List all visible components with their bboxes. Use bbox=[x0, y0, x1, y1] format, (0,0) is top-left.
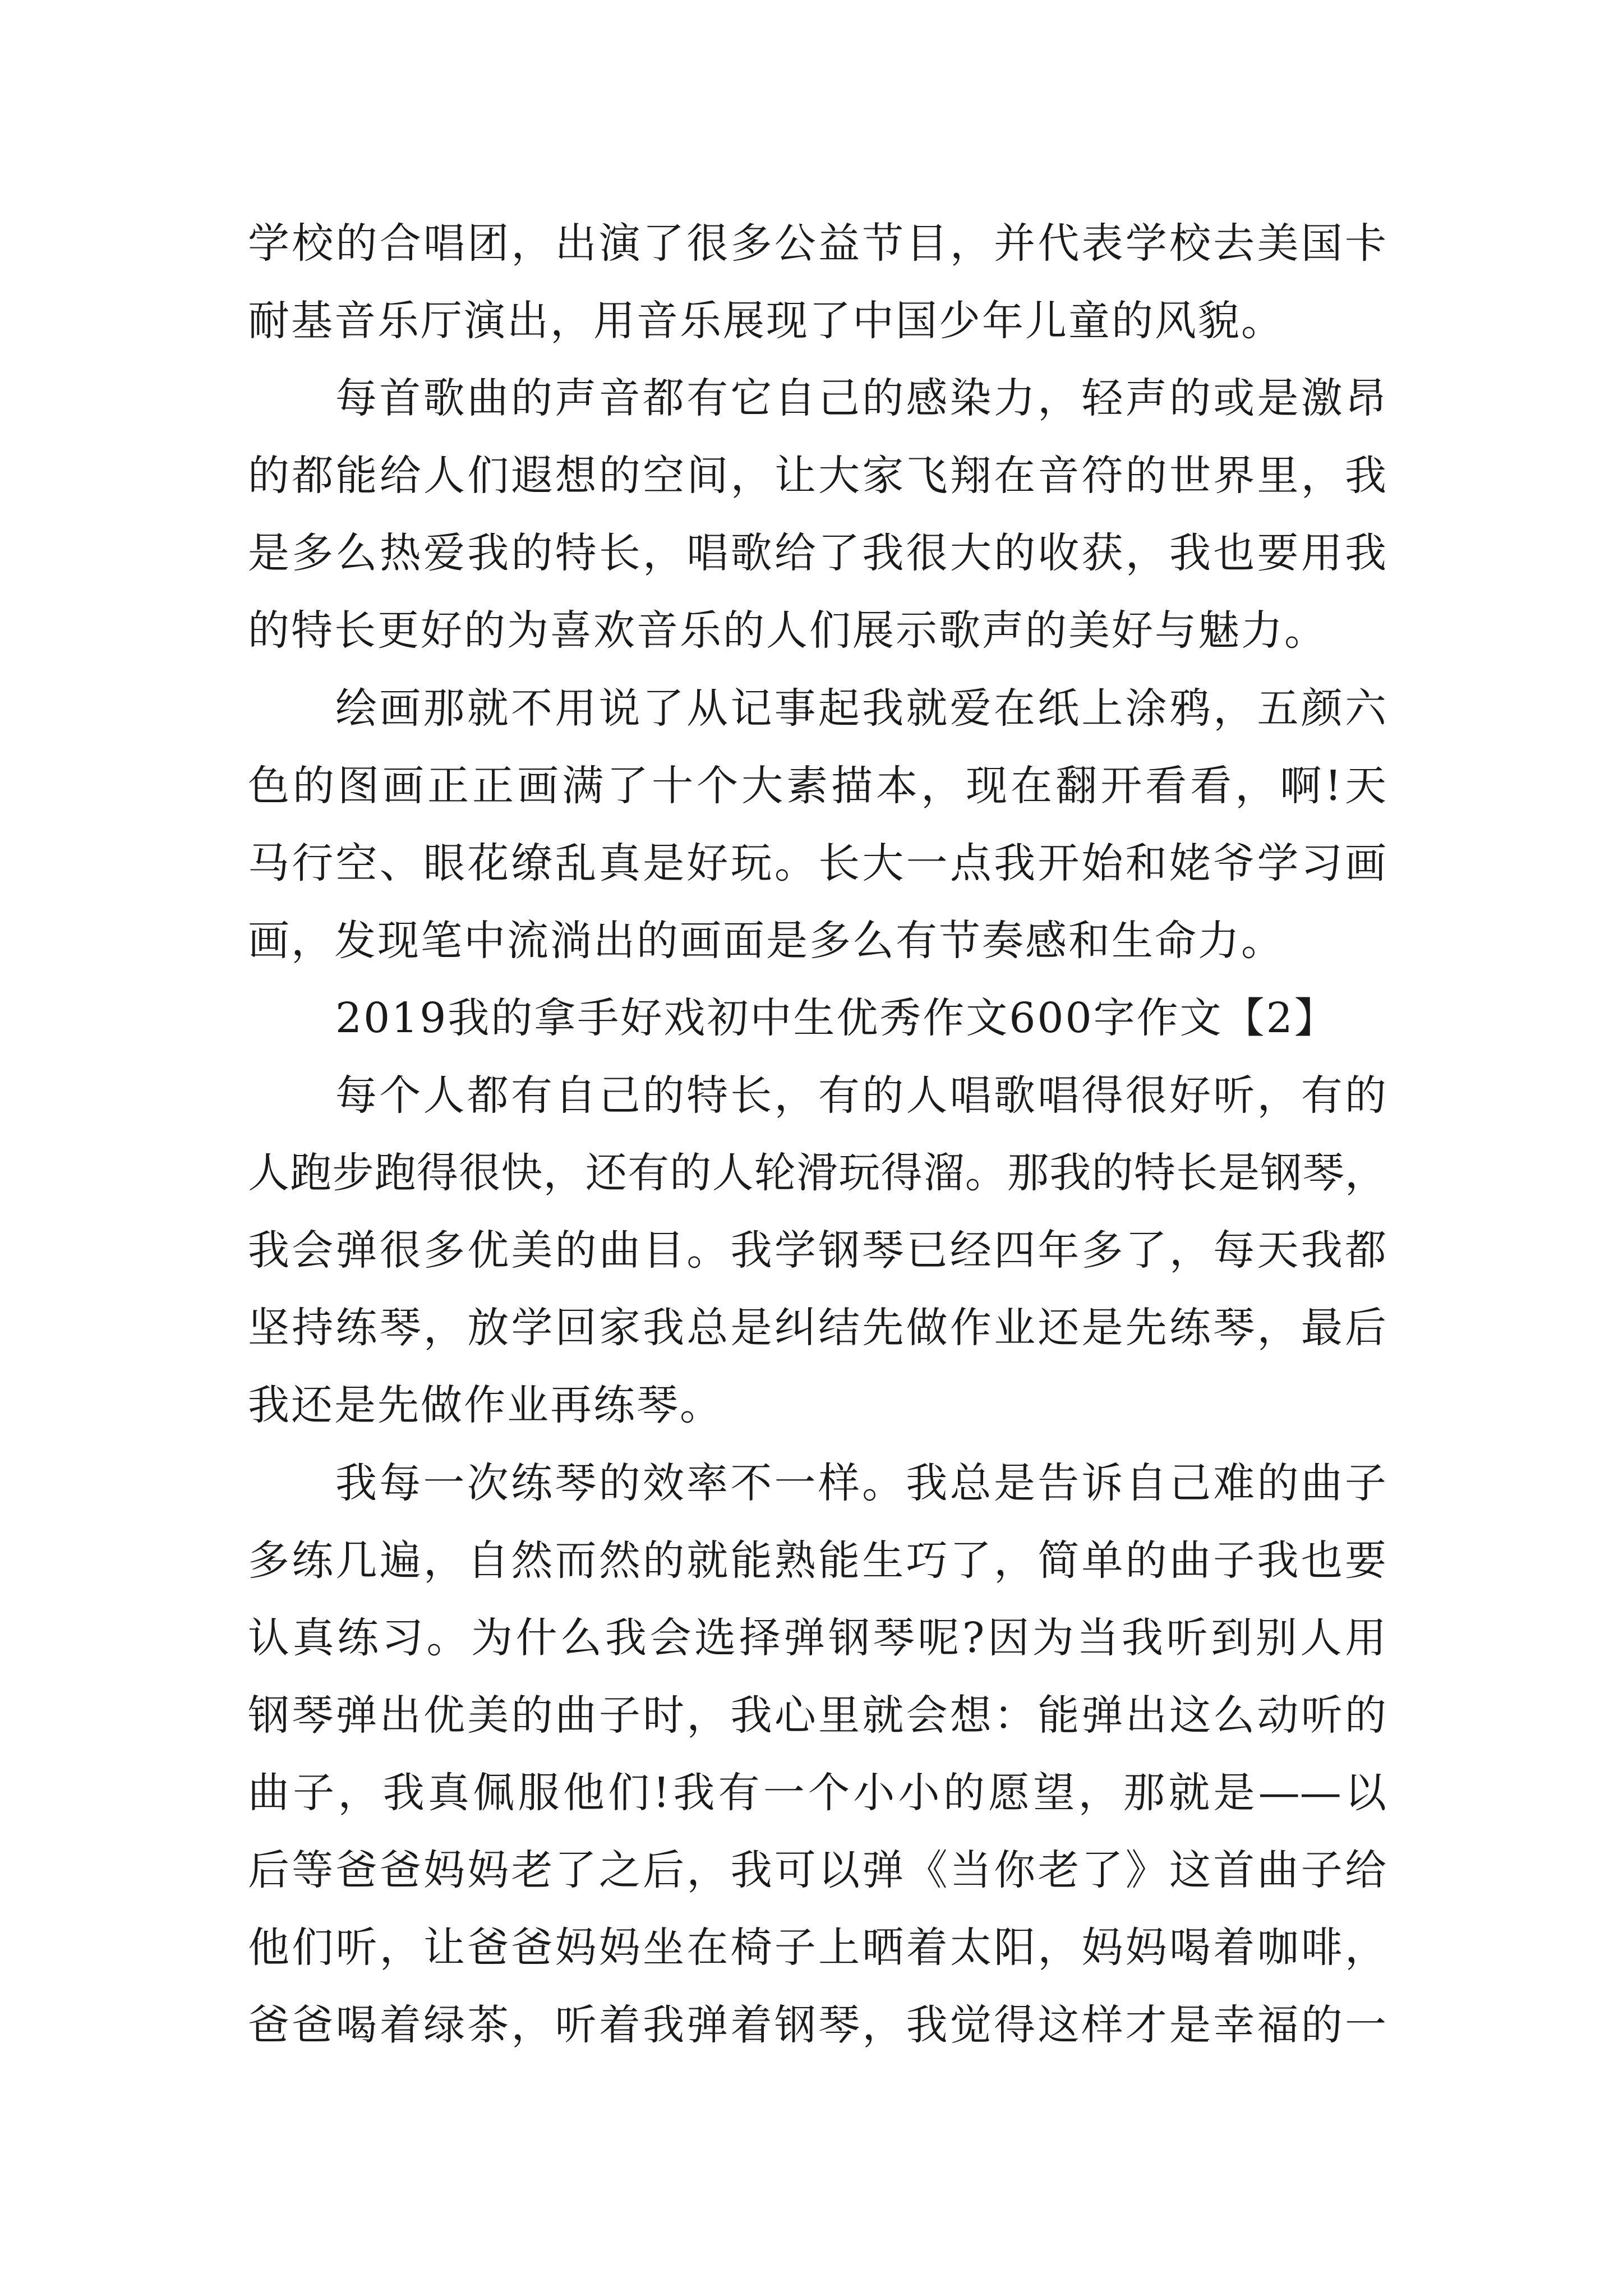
text-line: 色的图画正正画满了十个大素描本，现在翻开看看，啊!天 bbox=[248, 761, 1386, 810]
text-line: 他们听，让爸爸妈妈坐在椅子上晒着太阳，妈妈喝着咖啡， bbox=[248, 1924, 1386, 1972]
text-line: 曲子，我真佩服他们!我有一个小小的愿望，那就是——以 bbox=[248, 1768, 1386, 1817]
body-text bbox=[248, 205, 1386, 2064]
text-line: 人跑步跑得很快，还有的人轮滑玩得溜。那我的特长是钢琴， bbox=[248, 1149, 1386, 1198]
text-line: 学校的合唱团，出演了很多公益节目，并代表学校去美国卡 bbox=[248, 219, 1386, 268]
text-line: 后等爸爸妈妈老了之后，我可以弹《当你老了》这首曲子给 bbox=[248, 1846, 1386, 1894]
text-line: 多练几遍，自然而然的就能熟能生巧了，简单的曲子我也要 bbox=[248, 1536, 1386, 1585]
text-line: 马行空、眼花缭乱真是好玩。长大一点我开始和姥爷学习画 bbox=[248, 839, 1386, 887]
text-line: 爸爸喝着绿茶，听着我弹着钢琴，我觉得这样才是幸福的一 bbox=[248, 2001, 1386, 2050]
paragraph-first-line: 每首歌曲的声音都有它自己的感染力，轻声的或是激昂 bbox=[335, 374, 1386, 423]
text-line: 的都能给人们遐想的空间，让大家飞翔在音符的世界里，我 bbox=[248, 452, 1386, 500]
paragraph-first-line: 我每一次练琴的效率不一样。我总是告诉自己难的曲子 bbox=[335, 1458, 1386, 1507]
text-line: 画，发现笔中流淌出的画面是多么有节奏感和生命力。 bbox=[248, 916, 1284, 965]
text-line: 耐基音乐厅演出，用音乐展现了中国少年儿童的风貌。 bbox=[248, 297, 1284, 346]
text-line: 认真练习。为什么我会选择弹钢琴呢?因为当我听到别人用 bbox=[248, 1613, 1386, 1662]
text-line: 的特长更好的为喜欢音乐的人们展示歌声的美好与魅力。 bbox=[248, 606, 1327, 655]
text-line: 钢琴弹出优美的曲子时，我心里就会想：能弹出这么动听的 bbox=[248, 1691, 1386, 1740]
paragraph-first-line: 绘画那就不用说了从记事起我就爱在纸上涂鸦，五颜六 bbox=[335, 684, 1386, 733]
paragraph-first-line: 每个人都有自己的特长，有的人唱歌唱得很好听，有的 bbox=[335, 1071, 1386, 1120]
section-heading: 2019我的拿手好戏初中生优秀作文600字作文【2】 bbox=[335, 993, 1338, 1042]
text-line: 我还是先做作业再练琴。 bbox=[248, 1381, 723, 1430]
text-line: 是多么热爱我的特长，唱歌给了我很大的收获，我也要用我 bbox=[248, 529, 1386, 578]
text-line: 坚持练琴，放学回家我总是纠结先做作业还是先练琴，最后 bbox=[248, 1304, 1386, 1352]
text-line: 我会弹很多优美的曲目。我学钢琴已经四年多了，每天我都 bbox=[248, 1226, 1386, 1275]
